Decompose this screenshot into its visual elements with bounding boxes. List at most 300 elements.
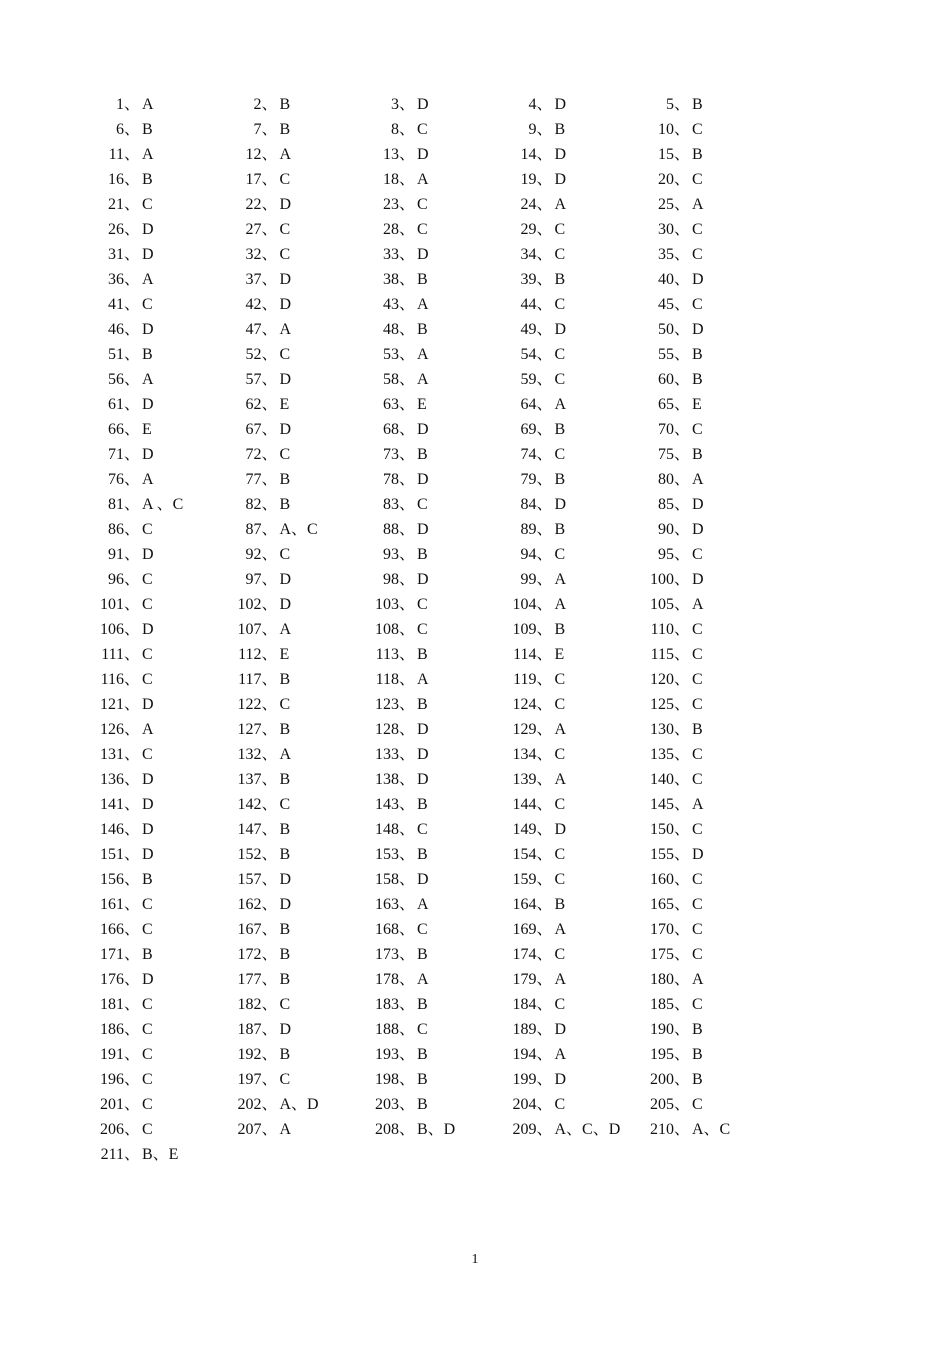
separator: 、 <box>399 346 416 363</box>
question-number: 210 <box>650 1121 674 1138</box>
separator: 、 <box>261 1121 278 1138</box>
answer-item <box>503 492 641 517</box>
answer-item <box>503 592 641 617</box>
question-number: 98 <box>383 571 399 588</box>
answer-letter: C <box>554 871 566 888</box>
question-number: 27 <box>245 221 262 238</box>
question-number: 45 <box>658 296 674 313</box>
answer-item <box>640 542 778 567</box>
answer-letter: D <box>417 421 429 438</box>
answer-row <box>90 742 790 767</box>
separator: 、 <box>536 746 553 763</box>
question-number: 128 <box>375 721 399 738</box>
separator: 、 <box>536 196 553 213</box>
question-number: 40 <box>658 271 674 288</box>
answer-row <box>90 417 790 442</box>
question-number: 104 <box>512 596 537 613</box>
answer-item <box>503 992 641 1017</box>
answer-item <box>365 592 503 617</box>
answer-letter: B <box>417 846 428 863</box>
answer-item <box>503 367 641 392</box>
answer-item <box>640 167 778 192</box>
separator: 、 <box>261 446 278 463</box>
answer-item <box>90 942 228 967</box>
question-number: 175 <box>650 946 674 963</box>
answer-letter: B <box>417 646 428 663</box>
separator: 、 <box>674 1071 691 1088</box>
separator: 、 <box>536 1071 553 1088</box>
question-number: 96 <box>108 571 124 588</box>
question-number: 182 <box>237 996 262 1013</box>
answer-item <box>228 317 366 342</box>
answer-item <box>365 667 503 692</box>
question-number: 55 <box>658 346 674 363</box>
answer-row <box>90 142 790 167</box>
question-number: 185 <box>650 996 674 1013</box>
separator: 、 <box>399 996 416 1013</box>
question-number: 4 <box>528 96 537 113</box>
separator: 、 <box>399 746 416 763</box>
question-number: 119 <box>513 671 537 688</box>
question-number: 51 <box>108 346 124 363</box>
answer-item <box>228 842 366 867</box>
answer-letter: C <box>279 446 291 463</box>
answer-letter: C <box>417 496 428 513</box>
answer-letter: D <box>142 771 154 788</box>
answer-item <box>640 1092 778 1117</box>
answer-item <box>90 967 228 992</box>
question-number: 38 <box>383 271 399 288</box>
answer-item <box>228 442 366 467</box>
separator: 、 <box>536 571 553 588</box>
separator: 、 <box>536 246 553 263</box>
answer-letter: C <box>554 1096 566 1113</box>
question-number: 165 <box>650 896 674 913</box>
question-number: 118 <box>375 671 399 688</box>
answer-item <box>503 967 641 992</box>
separator: 、 <box>261 521 278 538</box>
question-number: 94 <box>520 546 537 563</box>
answer-item <box>228 1092 366 1117</box>
question-number: 12 <box>245 146 262 163</box>
separator: 、 <box>674 296 691 313</box>
answer-row <box>90 342 790 367</box>
answer-item <box>503 642 641 667</box>
answer-item <box>640 892 778 917</box>
answer-item <box>90 367 228 392</box>
question-number: 13 <box>383 146 399 163</box>
question-number: 32 <box>245 246 262 263</box>
separator: 、 <box>124 996 141 1013</box>
question-number: 3 <box>391 96 399 113</box>
separator: 、 <box>674 521 691 538</box>
answer-letter: D <box>142 696 154 713</box>
answer-item <box>228 492 366 517</box>
answer-letter: D <box>142 971 154 988</box>
answer-letter: A 、C <box>142 496 184 513</box>
answer-item <box>365 192 503 217</box>
question-number: 156 <box>100 871 124 888</box>
separator: 、 <box>674 96 691 113</box>
separator: 、 <box>674 671 691 688</box>
answer-letter: C <box>554 796 566 813</box>
separator: 、 <box>674 471 691 488</box>
separator: 、 <box>399 546 416 563</box>
answer-letter: B <box>692 1071 703 1088</box>
separator: 、 <box>674 821 691 838</box>
separator: 、 <box>399 721 416 738</box>
answer-item <box>503 842 641 867</box>
answer-letter: C <box>417 1021 428 1038</box>
answer-item <box>503 442 641 467</box>
answer-item <box>640 567 778 592</box>
question-number: 87 <box>245 521 262 538</box>
separator: 、 <box>399 296 416 313</box>
answer-item <box>640 1017 778 1042</box>
question-number: 207 <box>237 1121 262 1138</box>
question-number: 71 <box>108 446 124 463</box>
question-number: 91 <box>108 546 124 563</box>
answer-row <box>90 367 790 392</box>
answer-letter: A <box>417 971 429 988</box>
answer-item <box>90 192 228 217</box>
separator: 、 <box>124 146 141 163</box>
answer-item <box>228 92 366 117</box>
separator: 、 <box>124 646 141 663</box>
question-number: 123 <box>375 696 399 713</box>
separator: 、 <box>261 1071 278 1088</box>
question-number: 135 <box>650 746 674 763</box>
answer-item <box>503 942 641 967</box>
question-number: 136 <box>100 771 124 788</box>
answer-letter: C <box>692 246 703 263</box>
question-number: 145 <box>650 796 674 813</box>
answer-letter: D <box>417 771 429 788</box>
answer-letter: C <box>692 546 703 563</box>
answer-item <box>640 217 778 242</box>
answer-item <box>640 267 778 292</box>
separator: 、 <box>399 1021 416 1038</box>
answer-item <box>228 792 366 817</box>
separator: 、 <box>536 696 553 713</box>
separator: 、 <box>399 146 416 163</box>
answer-letter: C <box>692 621 703 638</box>
answer-item <box>228 592 366 617</box>
answer-item <box>640 1117 778 1142</box>
answer-letter: D <box>279 296 292 313</box>
question-number: 14 <box>520 146 537 163</box>
answer-item <box>365 242 503 267</box>
answer-item <box>90 567 228 592</box>
answer-item <box>228 1067 366 1092</box>
separator: 、 <box>261 1096 278 1113</box>
question-number: 109 <box>512 621 537 638</box>
question-number: 46 <box>108 321 124 338</box>
answer-item <box>640 417 778 442</box>
answer-letter: A <box>554 721 567 738</box>
question-number: 129 <box>512 721 537 738</box>
question-number: 41 <box>108 296 124 313</box>
answer-item <box>365 767 503 792</box>
question-number: 20 <box>658 171 674 188</box>
question-number: 22 <box>245 196 262 213</box>
answer-item <box>228 767 366 792</box>
separator: 、 <box>399 846 416 863</box>
answer-item <box>228 392 366 417</box>
separator: 、 <box>536 646 553 663</box>
question-number: 10 <box>658 121 674 138</box>
question-number: 126 <box>100 721 124 738</box>
answer-row <box>90 1092 790 1117</box>
answer-letter: C <box>692 821 703 838</box>
question-number: 43 <box>383 296 399 313</box>
question-number: 57 <box>245 371 262 388</box>
separator: 、 <box>536 371 553 388</box>
separator: 、 <box>261 821 278 838</box>
question-number: 86 <box>108 521 124 538</box>
question-number: 60 <box>658 371 674 388</box>
answer-letter: A <box>417 296 429 313</box>
question-number: 148 <box>375 821 399 838</box>
separator: 、 <box>674 321 691 338</box>
separator: 、 <box>536 921 553 938</box>
separator: 、 <box>674 796 691 813</box>
question-number: 53 <box>383 346 399 363</box>
separator: 、 <box>674 721 691 738</box>
answer-letter: C <box>554 371 566 388</box>
separator: 、 <box>536 621 553 638</box>
separator: 、 <box>124 596 141 613</box>
separator: 、 <box>261 846 278 863</box>
answer-letter: C <box>279 996 291 1013</box>
answer-row <box>90 242 790 267</box>
question-number: 206 <box>100 1121 124 1138</box>
answer-item <box>90 817 228 842</box>
answer-item <box>365 867 503 892</box>
question-number: 67 <box>245 421 262 438</box>
answer-letter: C <box>279 246 291 263</box>
question-number: 150 <box>650 821 674 838</box>
answer-item <box>365 92 503 117</box>
separator: 、 <box>399 421 416 438</box>
answer-item <box>365 992 503 1017</box>
question-number: 64 <box>520 396 537 413</box>
separator: 、 <box>261 496 278 513</box>
separator: 、 <box>261 171 278 188</box>
separator: 、 <box>261 246 278 263</box>
answer-item <box>365 517 503 542</box>
separator: 、 <box>536 1096 553 1113</box>
separator: 、 <box>124 571 141 588</box>
separator: 、 <box>261 396 278 413</box>
question-number: 39 <box>520 271 537 288</box>
answer-letter: A <box>279 746 292 763</box>
question-number: 88 <box>383 521 399 538</box>
answer-row <box>90 542 790 567</box>
answer-letter: D <box>692 271 704 288</box>
answer-letter: A <box>692 796 704 813</box>
separator: 、 <box>399 321 416 338</box>
separator: 、 <box>536 271 553 288</box>
question-number: 177 <box>237 971 262 988</box>
answer-item <box>503 892 641 917</box>
answer-letter: C <box>279 696 291 713</box>
question-number: 76 <box>108 471 124 488</box>
question-number: 149 <box>512 821 537 838</box>
answer-item <box>228 217 366 242</box>
question-number: 68 <box>383 421 399 438</box>
answer-item <box>640 492 778 517</box>
question-number: 90 <box>658 521 674 538</box>
answer-grid <box>90 92 790 1167</box>
answer-item <box>640 667 778 692</box>
answer-item <box>503 542 641 567</box>
answer-letter: C <box>279 796 291 813</box>
question-number: 77 <box>245 471 262 488</box>
answer-letter: B <box>554 471 566 488</box>
question-number: 9 <box>528 121 537 138</box>
answer-letter: D <box>554 1021 567 1038</box>
question-number: 173 <box>375 946 399 963</box>
answer-letter: A <box>554 396 567 413</box>
answer-letter: B <box>692 346 703 363</box>
answer-letter: A <box>279 146 292 163</box>
answer-row <box>90 317 790 342</box>
answer-letter: D <box>417 521 429 538</box>
answer-item <box>640 467 778 492</box>
question-number: 197 <box>237 1071 262 1088</box>
question-number: 168 <box>375 921 399 938</box>
question-number: 92 <box>245 546 262 563</box>
question-number: 8 <box>391 121 399 138</box>
answer-item <box>640 992 778 1017</box>
separator: 、 <box>536 346 553 363</box>
answer-item <box>365 1067 503 1092</box>
separator: 、 <box>536 846 553 863</box>
question-number: 132 <box>237 746 262 763</box>
separator: 、 <box>674 346 691 363</box>
separator: 、 <box>124 121 141 138</box>
answer-letter: B <box>554 121 566 138</box>
answer-item <box>90 317 228 342</box>
answer-item <box>90 167 228 192</box>
separator: 、 <box>124 921 141 938</box>
answer-letter: D <box>692 496 704 513</box>
answer-item <box>503 217 641 242</box>
separator: 、 <box>261 696 278 713</box>
answer-item <box>503 1067 641 1092</box>
separator: 、 <box>536 446 553 463</box>
question-number: 33 <box>383 246 399 263</box>
question-number: 204 <box>512 1096 537 1113</box>
question-number: 160 <box>650 871 674 888</box>
separator: 、 <box>399 796 416 813</box>
answer-letter: A <box>142 96 154 113</box>
answer-item <box>503 92 641 117</box>
question-number: 34 <box>520 246 537 263</box>
answer-item <box>640 692 778 717</box>
question-number: 54 <box>520 346 537 363</box>
separator: 、 <box>124 271 141 288</box>
question-number: 105 <box>650 596 674 613</box>
separator: 、 <box>124 546 141 563</box>
answer-letter: C <box>692 996 703 1013</box>
separator: 、 <box>124 1071 141 1088</box>
answer-letter: C <box>142 896 153 913</box>
answer-item <box>640 867 778 892</box>
answer-letter: A <box>692 971 704 988</box>
answer-item <box>228 292 366 317</box>
answer-letter: D <box>142 846 154 863</box>
question-number: 161 <box>100 896 124 913</box>
question-number: 125 <box>650 696 674 713</box>
answer-letter: D <box>279 571 292 588</box>
answer-letter: E <box>279 396 290 413</box>
answer-letter: B、D <box>417 1121 456 1138</box>
page-number: 1 <box>471 1252 479 1267</box>
question-number: 31 <box>108 246 124 263</box>
separator: 、 <box>261 121 278 138</box>
answer-item <box>228 942 366 967</box>
answer-item <box>503 167 641 192</box>
question-number: 193 <box>375 1046 399 1063</box>
answer-letter: D <box>279 421 292 438</box>
separator: 、 <box>536 171 553 188</box>
answer-letter: C <box>142 1096 153 1113</box>
question-number: 163 <box>375 896 399 913</box>
answer-letter: B <box>417 446 428 463</box>
separator: 、 <box>536 596 553 613</box>
answer-letter: A、C <box>692 1121 731 1138</box>
answer-item <box>640 717 778 742</box>
question-number: 167 <box>237 921 262 938</box>
answer-item <box>640 117 778 142</box>
answer-letter: B <box>554 896 566 913</box>
answer-item <box>503 467 641 492</box>
separator: 、 <box>399 246 416 263</box>
answer-letter: C <box>142 571 153 588</box>
answer-row <box>90 492 790 517</box>
answer-item <box>228 742 366 767</box>
answer-item <box>365 1092 503 1117</box>
question-number: 79 <box>520 471 537 488</box>
separator: 、 <box>674 596 691 613</box>
answer-item <box>365 742 503 767</box>
answer-letter: B <box>279 721 291 738</box>
separator: 、 <box>124 896 141 913</box>
answer-item <box>365 617 503 642</box>
answer-item <box>503 617 641 642</box>
answer-row <box>90 992 790 1017</box>
separator: 、 <box>261 671 278 688</box>
question-number: 95 <box>658 546 674 563</box>
answer-item <box>503 767 641 792</box>
question-number: 179 <box>512 971 537 988</box>
separator: 、 <box>536 496 553 513</box>
answer-letter: A <box>692 196 704 213</box>
answer-item <box>365 292 503 317</box>
answer-item <box>365 467 503 492</box>
question-number: 44 <box>520 296 537 313</box>
answer-item <box>503 117 641 142</box>
answer-item <box>640 767 778 792</box>
answer-item <box>228 717 366 742</box>
answer-item <box>503 517 641 542</box>
answer-item <box>640 792 778 817</box>
question-number: 142 <box>237 796 262 813</box>
question-number: 191 <box>100 1046 124 1063</box>
separator: 、 <box>261 321 278 338</box>
